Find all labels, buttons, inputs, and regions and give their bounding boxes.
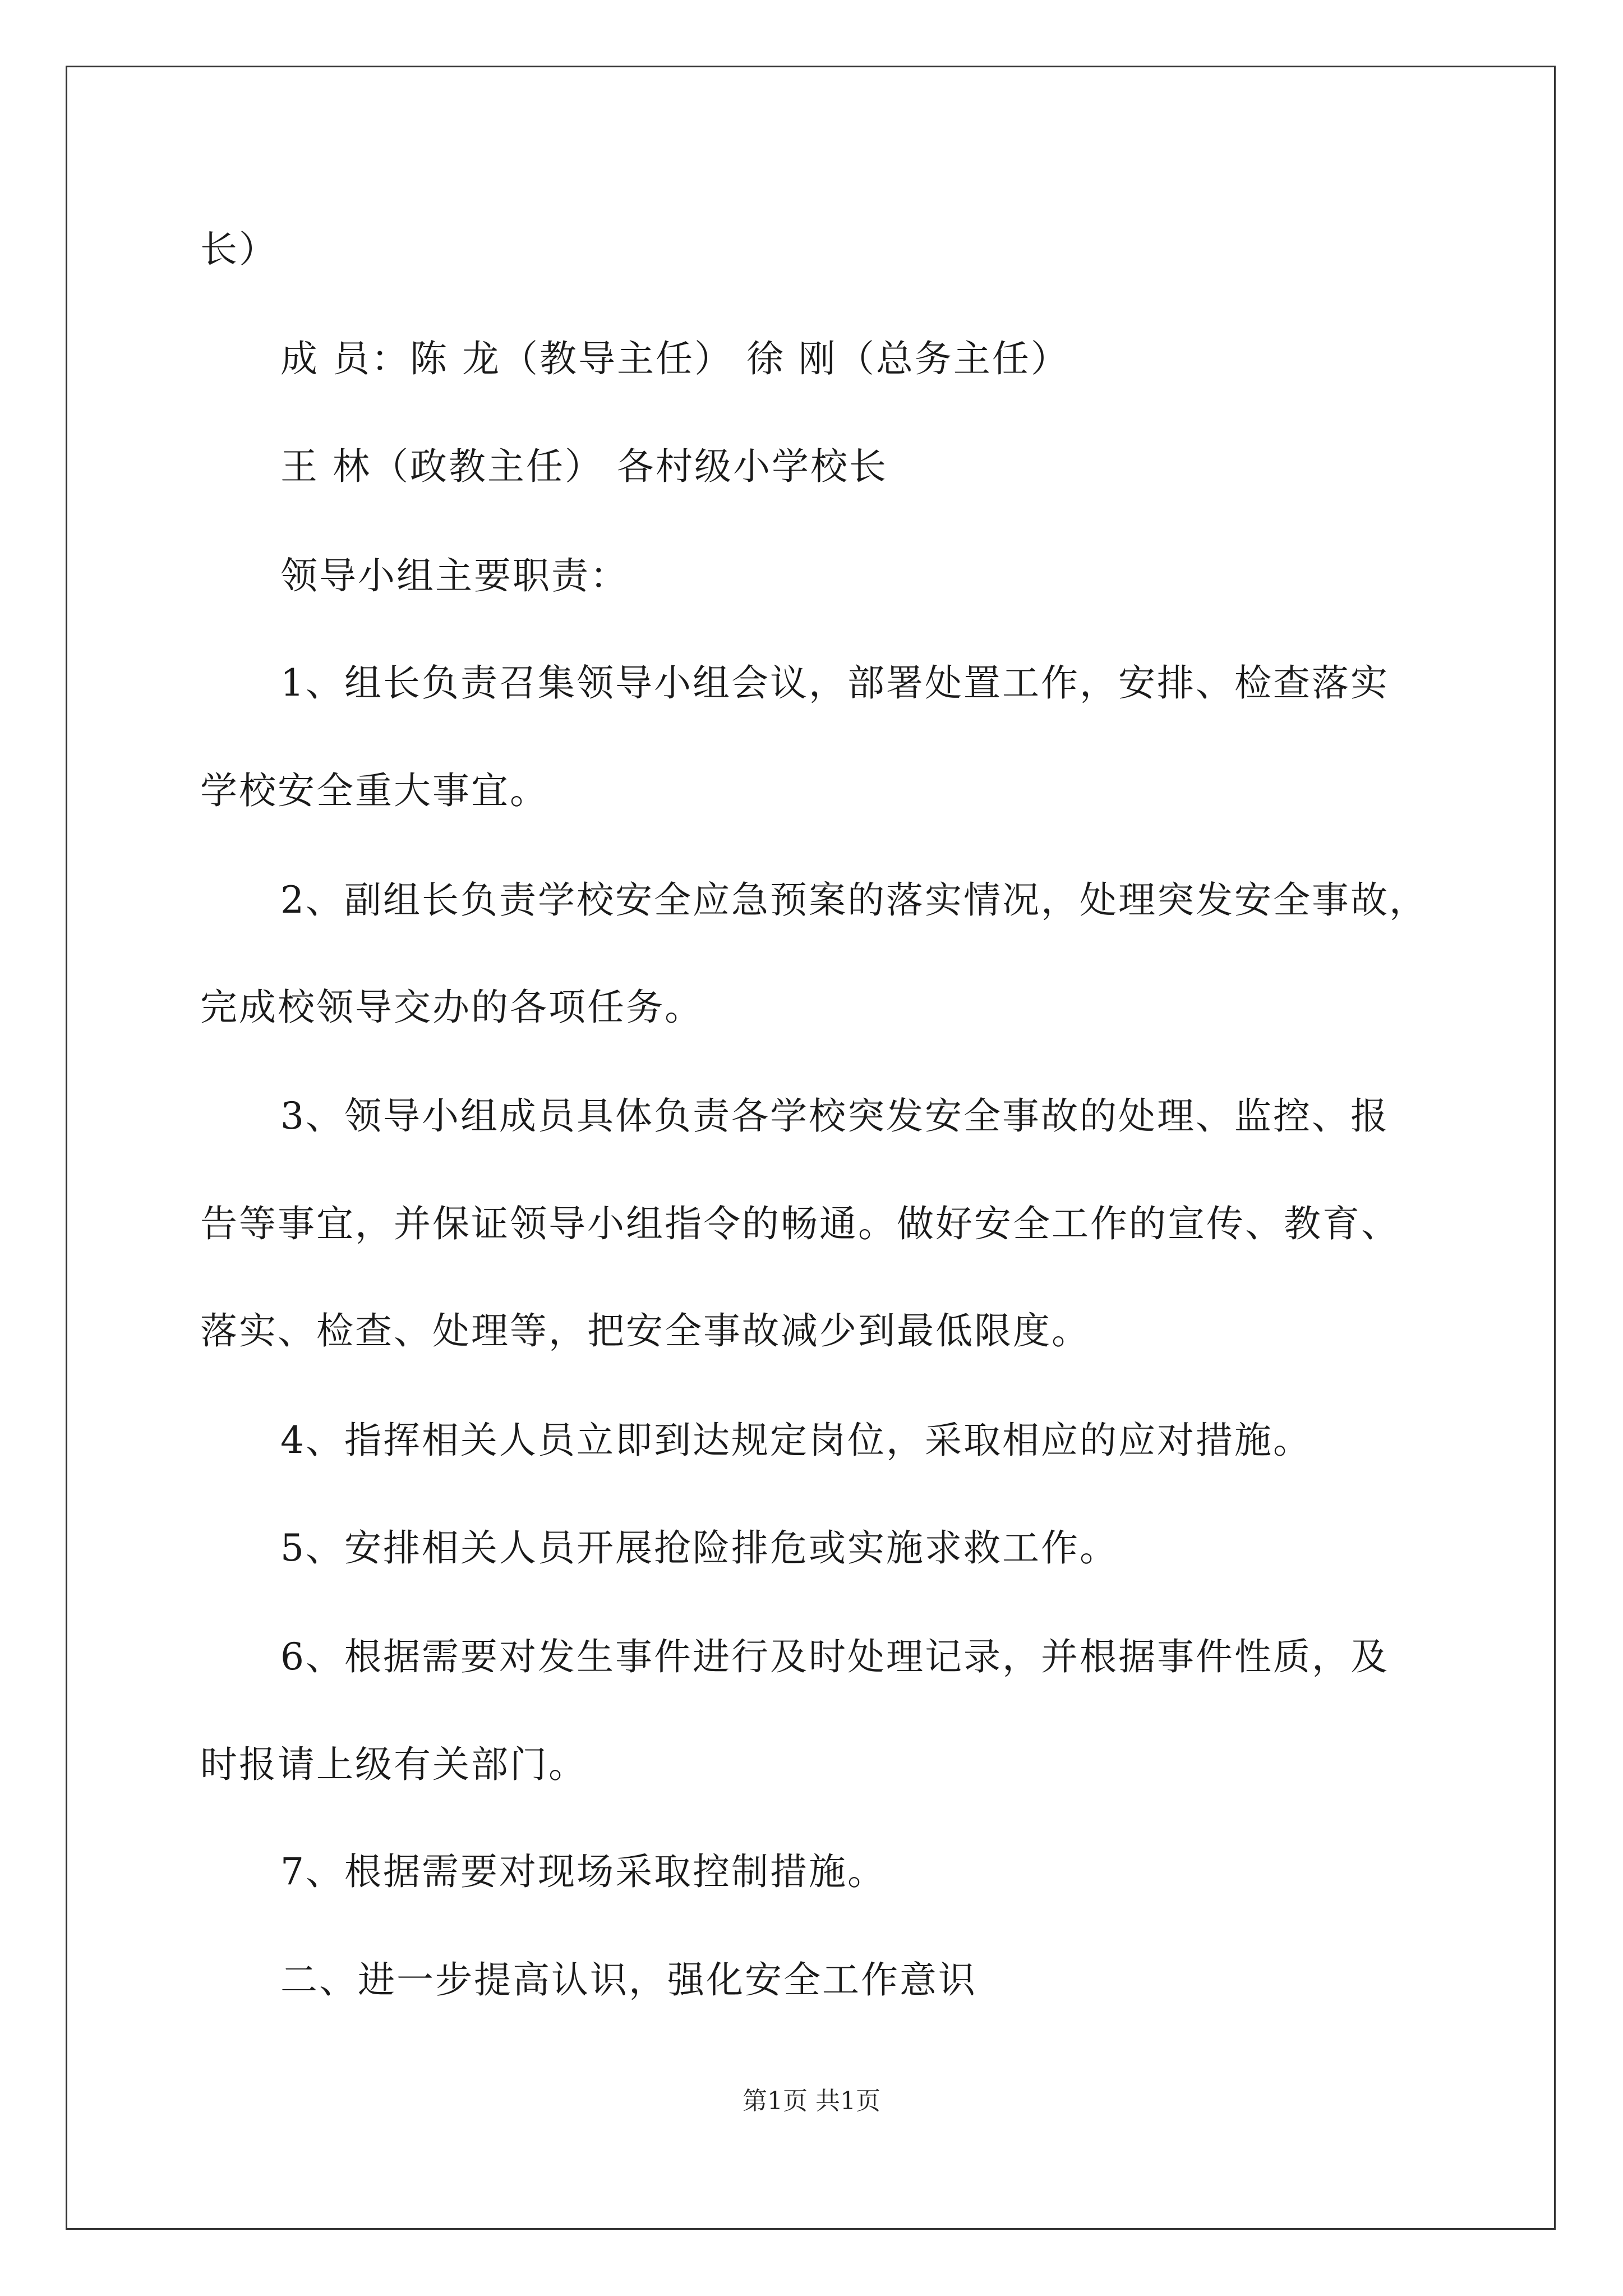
text-line: 4、指挥相关人员立即到达规定岗位，采取相应的应对措施。 [280,1419,1312,1462]
page-footer: 第1页 共1页 [743,2087,880,2115]
text-line: 6、根据需要对发生事件进行及时处理记录，并根据事件性质，及 [280,1635,1389,1678]
text-line: 王 林（政教主任） 各村级小学校长 [280,445,888,488]
text-line: 时报请上级有关部门。 [200,1743,587,1786]
text-line: 落实、检查、处理等，把安全事故减少到最低限度。 [200,1309,1090,1352]
text-line: 完成校领导交办的各项任务。 [200,986,703,1029]
text-line: 告等事宜，并保证领导小组指令的畅通。做好安全工作的宣传、教育、 [200,1202,1400,1245]
text-line: 二、进一步提高认识，强化安全工作意识 [280,1958,977,2001]
text-line: 3、领导小组成员具体负责各学校突发安全事故的处理、监控、报 [280,1094,1389,1138]
text-line: 领导小组主要职责： [280,554,629,597]
text-line: 1、组长负责召集领导小组会议，部署处置工作，安排、检查落实 [280,661,1389,705]
text-line: 长） [200,228,278,271]
text-line: 7、根据需要对现场采取控制措施。 [280,1850,886,1893]
text-line: 学校安全重大事宜。 [200,769,548,812]
page-frame [66,66,1556,2230]
text-line: 2、副组长负责学校安全应急预案的落实情况，处理突发安全事故， [280,878,1428,922]
text-line: 成 员：陈 龙（教导主任） 徐 刚（总务主任） [280,337,1069,380]
text-line: 5、安排相关人员开展抢险排危或实施求救工作。 [280,1526,1118,1570]
